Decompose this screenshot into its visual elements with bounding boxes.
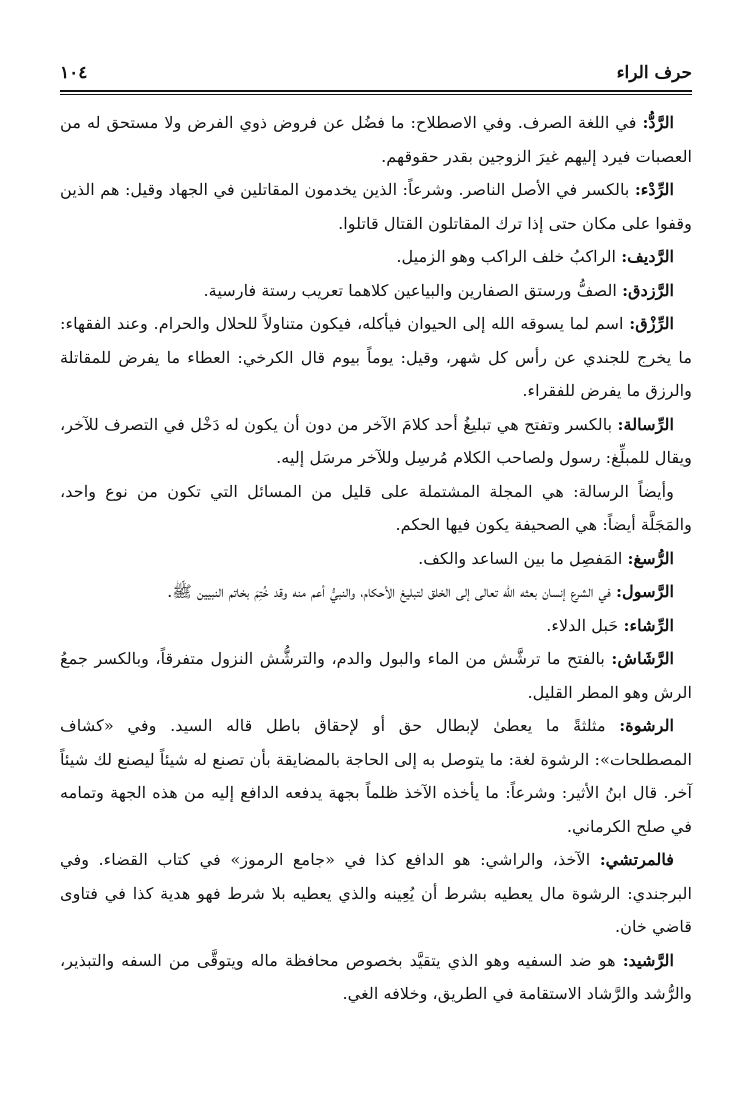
entry-term: الرَّدُّ: <box>642 113 674 132</box>
entry-term: الرُّسغ: <box>627 548 674 568</box>
entry-risha <box>60 609 692 643</box>
page-body <box>60 106 692 1011</box>
entry-text: في اللغة الصرف. وفي الاصطلاح: ما فضُل عن فروض ذوي الفرض ولا مستحق له من العصبات فيرد إليهم غيرَ الزوجين بقدر حقوقهم. <box>60 113 692 166</box>
entry-term: الرَّشيد: <box>622 950 674 970</box>
entry-term: الرَّسول: <box>615 582 674 601</box>
entry-term: الرَّزدق: <box>622 280 674 300</box>
entry-rizq <box>60 307 692 408</box>
entry-radd <box>60 106 692 173</box>
entry-risala <box>60 408 692 475</box>
entry-term: الرِّشاء: <box>623 615 674 635</box>
entry-rusgh <box>60 542 692 576</box>
entry-rid <box>60 173 692 240</box>
entry-text: بالكسر في الأصل الناصر. وشرعاً: الذين يخدمون المقاتلين في الجهاد وقيل: هم الذين وقفوا على مكان حتى إذا ترك المقاتلون القتال قاتلوا. <box>60 180 692 233</box>
entry-rashash <box>60 642 692 709</box>
entry-text: الراكبُ خلف الراكب وهو الزميل. <box>396 247 622 266</box>
page-header <box>60 58 692 88</box>
entry-text: المَفصِل ما بين الساعد والكف. <box>418 548 628 568</box>
entry-text: مثلثةً ما يعطىٰ لإبطال حق أو لإحقاق باطل قاله السيد. وفي «كشاف المصطلحات»: الرشوة لغة: ما يتوصل به إلى الحاجة بالمضايقة بأن تصنع له شيئاً ليصنع لك شيئاً آخر. قال ابنُ الأثير: وشرعاً: ما يأخذه الآخذ ظلماً بجهة يدفعه الدافع إليه من هذه الجهة وتمامه في صلح الكرماني. <box>60 716 692 836</box>
chapter-title: حرف الراء <box>616 63 692 83</box>
entry-term: الرَّشَاش: <box>611 649 674 668</box>
entry-text: وأيضاً الرسالة: هي المجلة المشتملة على قليل من المسائل التي تكون من نوع واحد، والمَجَلَّة أيضاً: هي الصحيفة يكون فيها الحكم. <box>60 481 692 534</box>
entry-rashid <box>60 944 692 1011</box>
entry-text: الصفُّ ورستق الصفارين والبياعين كلاهما تعريب رستة فارسية. <box>203 280 623 300</box>
entry-term: الرِّدْء: <box>634 180 674 199</box>
entry-term: الرَّديف: <box>621 247 674 266</box>
entry-term: الرِّسالة: <box>617 414 674 434</box>
entry-term: الرِّزْق: <box>629 314 674 333</box>
entry-term: فالمرتشي: <box>599 850 674 869</box>
entry-text: بالكسر وتفتح هي تبليغُ أحد كلامَ الآخر من دون أن يكون له دَخْل في التصرف للآخر، ويقال للمبلِّغ: رسول ولصاحب الكلام مُرسِل وللآخر مرسَل إليه. <box>60 414 692 467</box>
entry-rishwa <box>60 709 692 843</box>
entry-text: في الشرع إنسان بعثه الله تعالى إلى الخلق لتبليغ الأحكام، والنبيُّ أعم منه وقد خُتِمَ بخاتم النبيين ﷺ. <box>167 582 616 601</box>
entry-rasul <box>60 575 692 609</box>
entry-text: هو ضد السفيه وهو الذي يتقيَّد بخصوص محافظة ماله ويتوقَّى من السفه والتبذير، والرُّشد والرَّشاد الاستقامة في الطريق، وخلافه الغي. <box>60 950 692 1003</box>
entry-text: اسم لما يسوقه الله إلى الحيوان فيأكله، فيكون متناولاً للحلال والحرام. وعند الفقهاء: ما يخرج للجندي عن رأس كل شهر، وقيل: يوماً بيوم قال الكرخي: العطاء ما يفرض للمقاتلة والرزق ما يفرض للفقراء. <box>60 314 692 400</box>
header-rule-thick <box>60 90 692 92</box>
entry-term: الرشوة: <box>619 716 674 735</box>
entry-murtashi <box>60 843 692 944</box>
entry-text: حَبل الدلاء. <box>546 615 624 635</box>
header-rule-thin <box>60 94 692 95</box>
entry-text: بالفتح ما ترشَّش من الماء والبول والدم، والترشُّش النزول متفرقاً، وبالكسر جمعُ الرش وهو المطر القليل. <box>60 649 692 702</box>
page-number: ١٠٤ <box>60 63 88 83</box>
entry-razdaq <box>60 274 692 308</box>
entry-radif <box>60 240 692 274</box>
entry-risala-continued <box>60 475 692 542</box>
entry-text: الآخذ، والراشي: هو الدافع كذا في «جامع الرموز» في كتاب القضاء. وفي البرجندي: الرشوة مال يعطيه بشرط أن يُعِينه والذي يعطيه بلا شرط فهو هدية كذا في فتاوى قاضي خان. <box>60 850 692 936</box>
